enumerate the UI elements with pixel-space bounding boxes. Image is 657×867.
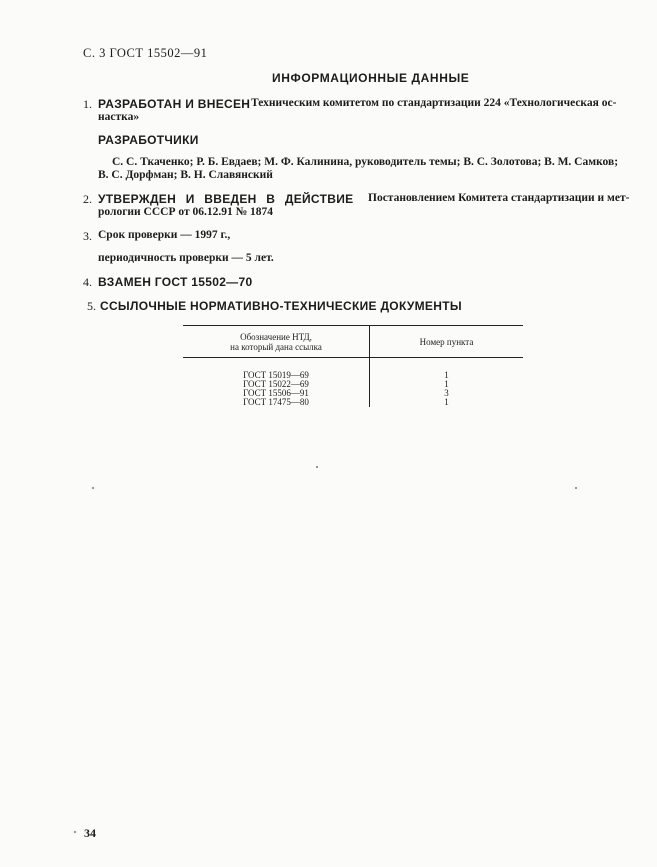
item-5-heading: ССЫЛОЧНЫЕ НОРМАТИВНО-ТЕХНИЧЕСКИЕ ДОКУМЕНТЫ [100,299,462,313]
table-row [183,380,523,389]
table-cell-document: ГОСТ 17475—80 [243,397,309,407]
table-row [183,398,523,407]
page-title: ИНФОРМАЦИОННЫЕ ДАННЫЕ [272,71,470,85]
item-4-heading: ВЗАМЕН ГОСТ 15502—70 [98,275,253,289]
item-4-number: 4. [83,275,92,289]
column-header-item-number: Номер пункта [370,326,524,358]
table-cell-item: 3 [370,389,524,398]
item-1-heading: РАЗРАБОТАН И ВНЕСЕН [98,97,251,111]
item-5-number: 5. [87,299,96,313]
table-cell-item: 1 [370,398,524,407]
item-1-text: Техническим комитетом по стандартизации 224 «Технологическая ос- [251,97,617,109]
scan-speck [74,831,76,833]
reference-documents-table [183,325,523,407]
developers-heading: РАЗРАБОТЧИКИ [98,133,199,147]
item-3-text: Срок проверки — 1997 г., [98,229,231,241]
item-2-heading: УТВЕРЖДЕН И ВВЕДЕН В ДЕЙСТВИЕ [98,192,354,206]
item-1-text-cont: настка» [98,111,140,123]
table-header-row [183,326,523,358]
developers-line-2: В. С. Дорфман; В. Н. Славянский [98,169,273,181]
table-row [183,389,523,398]
column-header-document-line-2: на который дана ссылка [230,341,322,352]
table-cell-item: 1 [370,380,524,389]
table-cell-document: ГОСТ 15019—69 [243,370,309,380]
scan-speck [575,487,577,489]
item-2-number: 2. [83,192,92,206]
scan-speck [316,466,318,468]
item-2-text-cont: рологии СССР от 06.12.91 № 1874 [98,206,274,218]
table-row [183,358,523,381]
column-header-document-line-1: Обозначение НТД, [240,331,312,342]
page-number: 34 [84,826,96,840]
column-header-document [183,326,370,358]
table-cell-item: 1 [370,358,524,381]
item-3-text-cont: периодичность проверки — 5 лет. [98,252,274,264]
developers-line-1: С. С. Ткаченко; Р. Б. Евдаев; М. Ф. Калинина, руководитель темы; В. С. Золотова; В. М. Самков; [112,156,619,168]
scan-speck [92,487,94,489]
table-cell-document: ГОСТ 15506—91 [243,388,309,398]
item-1-number: 1. [83,97,92,111]
item-3-number: 3. [83,229,92,243]
table-cell-document: ГОСТ 15022—69 [243,379,309,389]
item-2-text: Постановлением Комитета стандартизации и мет- [368,192,630,204]
page-header: С. 3 ГОСТ 15502—91 [83,46,208,60]
